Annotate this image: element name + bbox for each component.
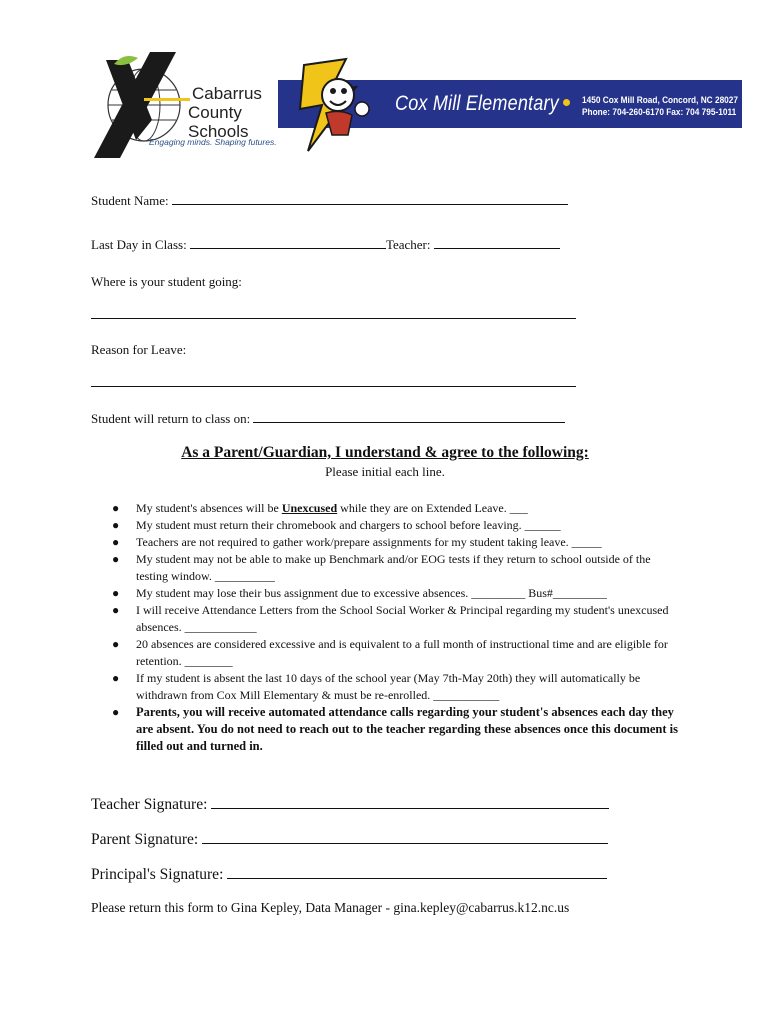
bullet-icon: ● <box>112 586 120 600</box>
agreement-item <box>112 585 682 602</box>
last-day-field[interactable] <box>190 236 386 249</box>
reason-row <box>91 374 576 391</box>
agreement-item <box>112 500 682 517</box>
last-day-row <box>91 236 560 253</box>
agreement-item-text: My student may lose their bus assignment due to excessive absences. _________ Bus#_________ <box>136 586 607 600</box>
return-instructions: Please return this form to Gina Kepley, Data Manager - gina.kepley@cabarrus.k12.nc.us <box>91 900 570 915</box>
agreement-title: As a Parent/Guardian, I understand & agree to the following: <box>181 444 589 461</box>
bullet-icon: ● <box>112 535 120 549</box>
parent-signature-label: Parent Signature: <box>91 831 199 848</box>
parent-signature-row <box>91 829 608 849</box>
reason-field[interactable] <box>91 374 576 387</box>
teacher-signature-row <box>91 794 609 814</box>
principal-signature-field[interactable] <box>227 864 607 879</box>
agreement-item-text: 20 absences are considered excessive and is equivalent to a full month of instructional time and are eligible for retention. ________ <box>136 637 668 668</box>
leaf-icon <box>114 56 138 65</box>
school-banner <box>278 57 742 153</box>
agreement-item <box>112 551 682 585</box>
school-address: 1450 Cox Mill Road, Concord, NC 28027 <box>582 95 738 105</box>
bullet-icon: ● <box>112 518 120 532</box>
bullet-icon: ● <box>112 705 120 719</box>
student-name-row <box>91 192 568 209</box>
principal-signature-row <box>91 864 607 884</box>
district-tagline: Engaging minds. Shaping futures. <box>149 137 277 147</box>
agreement-item-text: My student's absences will be <box>136 501 282 515</box>
district-name <box>188 84 272 141</box>
teacher-field[interactable] <box>434 236 560 249</box>
teacher-signature-field[interactable] <box>211 794 609 809</box>
agreement-item-text: I will receive Attendance Letters from the School Social Worker & Principal regarding my student's unexcused absences. ____________ <box>136 603 669 634</box>
agreement-subtitle: Please initial each line. <box>325 464 445 479</box>
agreement-item <box>112 534 682 551</box>
destination-row <box>91 306 576 323</box>
agreement-list <box>112 500 682 755</box>
reason-label: Reason for Leave: <box>91 342 187 357</box>
lightning-mascot-icon <box>286 57 386 153</box>
student-name-field[interactable] <box>172 192 568 205</box>
agreement-item <box>112 517 682 534</box>
return-date-field[interactable] <box>253 410 565 423</box>
agreement-item <box>112 602 682 636</box>
teacher-signature-label: Teacher Signature: <box>91 796 208 813</box>
agreement-item-notice <box>112 704 682 755</box>
banner-dot-icon <box>563 99 570 106</box>
cabarrus-county-schools-logo <box>92 50 277 160</box>
school-name: Cox Mill Elementary <box>395 92 559 115</box>
bullet-icon: ● <box>112 501 120 515</box>
student-name-label: Student Name: <box>91 193 169 208</box>
district-name-line2: County Schools <box>188 103 249 141</box>
agreement-item <box>112 636 682 670</box>
principal-signature-label: Principal's Signature: <box>91 866 224 883</box>
destination-field[interactable] <box>91 306 576 319</box>
return-date-row <box>91 410 565 427</box>
destination-label: Where is your student going: <box>91 274 242 289</box>
parent-signature-field[interactable] <box>202 829 608 844</box>
school-phone-fax: Phone: 704-260-6170 Fax: 704 795-1011 <box>582 107 737 117</box>
bullet-icon: ● <box>112 671 120 685</box>
school-contact <box>582 94 738 118</box>
agreement-item-text: Parents, you will receive automated attendance calls regarding your student's absences each day they are absent. You do not need to reach out to the teacher regarding these absences once this document is filled out and turned in. <box>136 705 678 753</box>
agreement-item-text: Teachers are not required to gather work/prepare assignments for my student taking leave. _____ <box>136 535 602 549</box>
unexcused-emphasis: Unexcused <box>281 501 338 515</box>
teacher-label: Teacher: <box>385 237 431 252</box>
return-date-label: Student will return to class on: <box>91 411 251 426</box>
bullet-icon: ● <box>112 552 120 566</box>
agreement-item <box>112 670 682 704</box>
last-day-label: Last Day in Class: <box>91 237 187 252</box>
agreement-item-text: If my student is absent the last 10 days of the school year (May 7th-May 20th) they will automatically be withdrawn from Cox Mill Elementary & must be re-enrolled. ___________ <box>136 671 641 702</box>
agreement-item-text: while they are on Extended Leave. ___ <box>337 501 528 515</box>
agreement-item-text: My student must return their chromebook and chargers to school before leaving. ______ <box>136 518 561 532</box>
district-name-line1: Cabarrus <box>192 84 262 103</box>
bullet-icon: ● <box>112 603 120 617</box>
agreement-item-text: My student may not be able to make up Benchmark and/or EOG tests if they return to school outside of the testing window. __________ <box>136 552 651 583</box>
bullet-icon: ● <box>112 637 120 651</box>
